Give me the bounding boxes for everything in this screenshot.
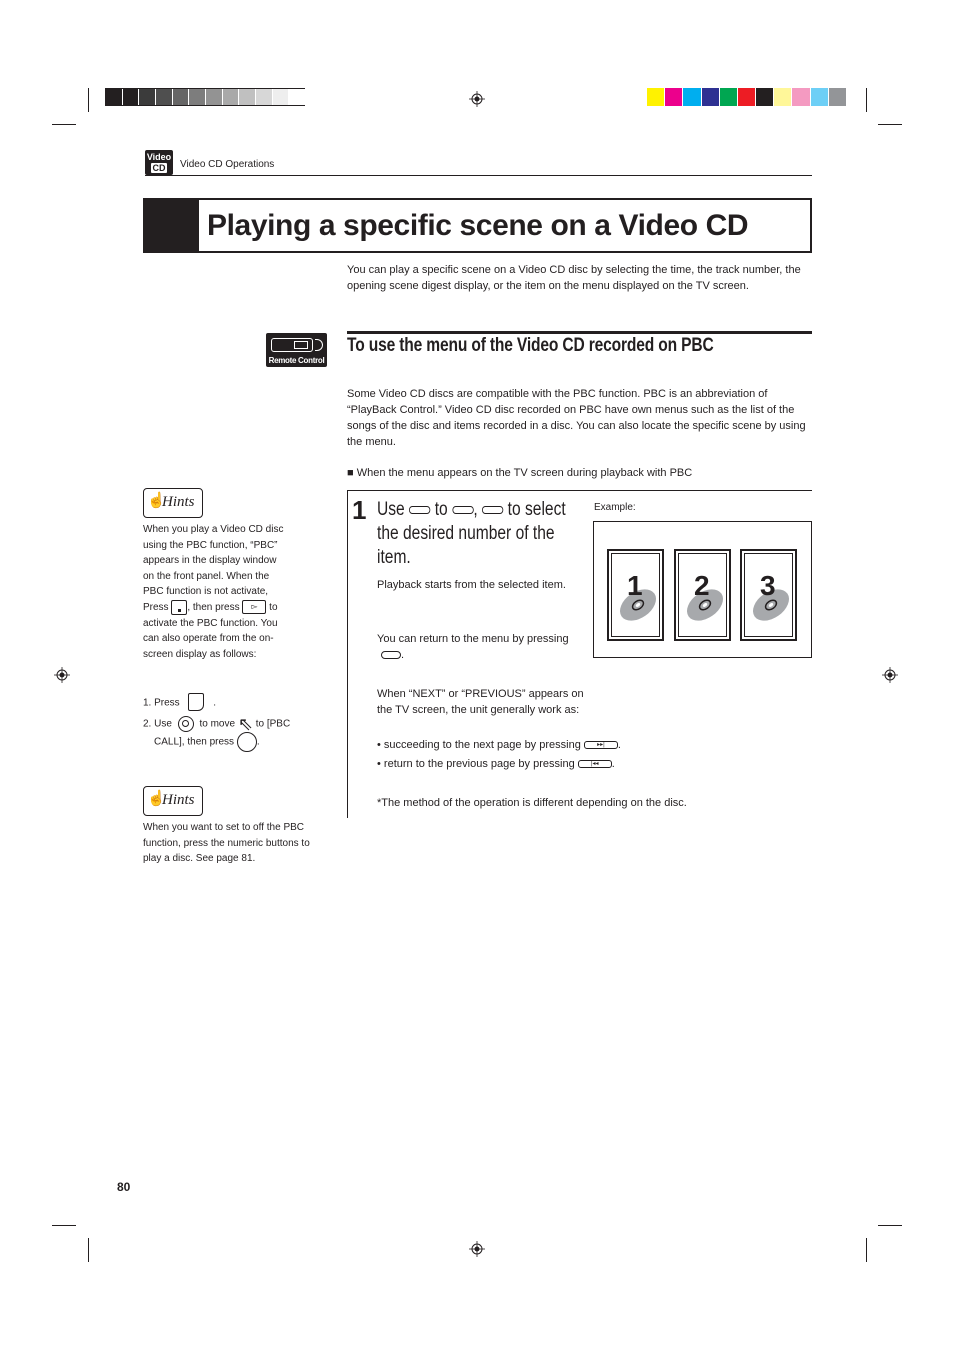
intro-paragraph: You can play a specific scene on a Video CD disc by selecting the time, the track number, the opening scene digest display, or the item on the menu displayed on the TV screen. <box>347 264 801 292</box>
registration-mark-icon <box>469 91 485 107</box>
greyscale-swatch <box>123 89 139 105</box>
step-use: Use <box>377 499 405 520</box>
step2-call: CALL], then press <box>154 736 235 748</box>
return-note <box>377 631 577 663</box>
menu-item-number: 1 <box>627 570 643 601</box>
page-title: Playing a specific scene on a Video CD <box>207 209 749 242</box>
step2-use: 2. Use <box>143 718 172 730</box>
hints1-then-press: , then press <box>187 602 240 614</box>
registration-mark-icon <box>469 1241 485 1257</box>
subheading-rule <box>347 331 812 334</box>
greyscale-swatch <box>189 89 205 105</box>
color-swatch <box>756 88 773 106</box>
hints1-text <box>143 522 323 662</box>
greyscale-swatch <box>256 89 272 105</box>
hints1-line: When you play a Video CD disc <box>143 524 284 535</box>
color-swatch <box>720 88 737 106</box>
hints1-line: can also operate from the on- <box>143 633 274 645</box>
bullet-end: . <box>617 739 621 751</box>
operation-note: *The method of the operation is different depending on the disc. <box>377 797 687 809</box>
cursor-joystick-icon <box>178 716 194 732</box>
hints1-to: to <box>269 602 278 614</box>
step1-suffix: . <box>213 697 217 709</box>
pbc-description: Some Video CD discs are compatible with the PBC function. PBC is an abbreviation of “PlayBack Control.” Video CD disc recorded on PBC have own menus such as the list of the songs of the disc and items recorded in a disc. You can also locate the specific scene by using the menu. <box>347 388 806 448</box>
step-instruction-line3: item. <box>377 547 411 568</box>
hints-badge <box>143 786 203 816</box>
greyscale-swatch <box>273 89 289 105</box>
greyscale-bar <box>105 88 305 106</box>
menu-item-panel <box>607 549 664 641</box>
step-instruction-line1 <box>377 498 566 522</box>
hints-label: Hints <box>162 792 195 808</box>
color-swatch <box>811 88 828 106</box>
pointing-hand-icon: ☝ <box>147 492 166 509</box>
greyscale-swatch <box>239 89 255 105</box>
step-frame-top <box>347 490 812 491</box>
bullet-previous-text: • return to the previous page by pressing <box>377 758 575 770</box>
previous-skip-button-icon: |◂◂ <box>578 760 612 768</box>
hints-badge <box>143 488 203 518</box>
menu-item-number: 3 <box>760 570 776 601</box>
page-number: 80 <box>117 1180 131 1194</box>
title-box <box>143 198 812 253</box>
example-label: Example: <box>594 502 636 513</box>
bullet-previous <box>377 756 615 772</box>
subheading: To use the menu of the Video CD recorded on PBC <box>347 335 714 356</box>
hints1-step1 <box>143 693 216 711</box>
hints-label: Hints <box>162 494 195 510</box>
color-swatch <box>683 88 700 106</box>
hints1-press: Press <box>143 602 169 614</box>
menu-item-number: 2 <box>694 570 710 601</box>
bullet-next-text: • succeeding to the next page by pressing <box>377 739 581 751</box>
playback-note: Playback starts from the selected item. <box>377 579 566 591</box>
next-previous-note: When “NEXT” or “PREVIOUS” appears on the TV screen, the unit generally work as: <box>377 688 584 716</box>
hints1-line: activate the PBC function. You <box>143 617 278 629</box>
header-rule <box>145 175 812 176</box>
color-swatch <box>665 88 682 106</box>
step2-line1 <box>143 716 323 732</box>
color-swatch <box>647 88 664 106</box>
on-screen-button-icon <box>188 693 204 711</box>
hints1-line: screen display as follows: <box>143 648 257 660</box>
enter-button-icon <box>237 732 257 752</box>
pointing-hand-icon: ☝ <box>147 790 166 807</box>
step-frame-left <box>347 490 348 818</box>
hints1-line: on the front panel. When the <box>143 570 270 582</box>
hints1-line: appears in the display window <box>143 555 277 567</box>
remote-signal-shape <box>315 339 323 351</box>
color-swatch <box>792 88 809 106</box>
menu-item-panel <box>674 549 731 641</box>
return-end: . <box>401 649 405 661</box>
section-label: Video CD Operations <box>180 159 275 170</box>
hints1-press-line <box>143 600 323 616</box>
bullet-next <box>377 737 621 753</box>
step2-line2 <box>143 732 323 752</box>
remote-control-label: Remote Control <box>268 356 325 365</box>
color-swatch <box>774 88 791 106</box>
greyscale-swatch <box>173 89 189 105</box>
section-icon-top-text: Video <box>146 152 172 162</box>
video-cd-section-icon <box>145 150 173 175</box>
greyscale-swatch <box>289 89 305 105</box>
hints2-text: When you want to set to off the PBC function, press the numeric buttons to play a disc. See page 81. <box>143 822 310 865</box>
hints1-line: using the PBC function, “PBC” <box>143 539 278 551</box>
greyscale-swatch <box>156 89 172 105</box>
section-icon-bottom-text: CD <box>152 163 166 173</box>
greyscale-swatch <box>139 89 155 105</box>
step1-prefix: 1. Press <box>143 697 180 709</box>
cursor-arrow-icon: ⇖ <box>237 714 253 734</box>
step-to: to <box>434 499 448 520</box>
greyscale-swatch <box>206 89 222 105</box>
title-black-tab <box>145 200 199 251</box>
step2-pbc: to [PBC <box>255 718 291 730</box>
step2-move: to move <box>199 718 236 730</box>
step-comma: , <box>473 499 478 520</box>
color-swatch <box>702 88 719 106</box>
hints1-step2 <box>143 716 323 752</box>
step-to-select: to select <box>507 499 566 520</box>
next-skip-button-icon: ▸▸| <box>584 741 618 749</box>
greyscale-swatch <box>223 89 239 105</box>
remote-buttons-shape <box>294 341 308 349</box>
remote-control-icon <box>266 333 327 367</box>
color-bar <box>647 88 847 106</box>
registration-mark-icon <box>54 667 70 683</box>
step-number: 1 <box>352 495 367 525</box>
step-instruction <box>377 498 566 570</box>
number-button-icon <box>409 506 430 514</box>
step-instruction-line2: the desired number of the <box>377 523 555 544</box>
number-button-icon <box>482 506 503 514</box>
registration-mark-icon <box>882 667 898 683</box>
return-button-icon <box>381 651 401 659</box>
return-text: You can return to the menu by pressing <box>377 633 569 645</box>
greyscale-swatch <box>106 89 122 105</box>
hints1-line: PBC function is not activate, <box>143 586 269 598</box>
play-button-icon: ▻ <box>242 600 266 614</box>
bullet-end: . <box>611 758 615 770</box>
condition-heading: ■ When the menu appears on the TV screen during playback with PBC <box>347 467 693 479</box>
color-swatch <box>738 88 755 106</box>
color-swatch <box>829 88 846 106</box>
number-button-icon <box>452 506 473 514</box>
step2-end: . <box>256 736 260 748</box>
menu-button-icon <box>171 600 187 615</box>
menu-item-panel <box>740 549 797 641</box>
